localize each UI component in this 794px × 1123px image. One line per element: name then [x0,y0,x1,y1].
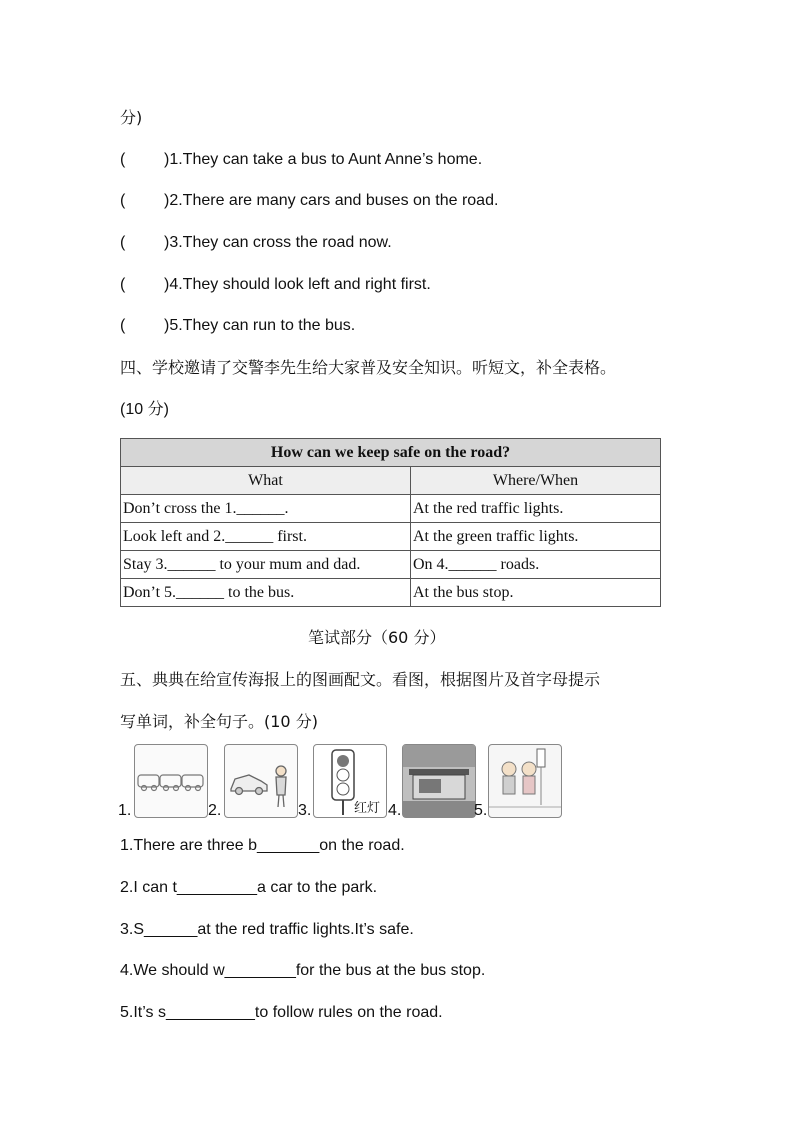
table-row [121,579,661,607]
column-header-what: What [121,467,411,495]
picture-number: 2. [208,802,222,819]
true-false-item: ( )3.They can cross the road now. [120,234,392,251]
answer-paren[interactable]: ( [120,151,126,168]
children-crossing-picture [488,744,562,818]
answer-paren[interactable]: ( [120,317,126,334]
answer-paren[interactable]: ( [120,192,126,209]
picture-row [118,744,578,820]
picture-number: 1. [118,802,132,819]
table-row [121,523,661,551]
picture-number: 5. [474,802,488,819]
answer-paren[interactable]: ( [120,276,126,293]
true-false-item: ( )1.They can take a bus to Aunt Anne’s home. [120,151,483,168]
statement-text: 4.They should look left and right first. [169,276,431,293]
true-false-item: ( )2.There are many cars and buses on the road. [120,192,499,209]
table-title: How can we keep safe on the road? [121,439,661,467]
bus-stop-picture [402,744,476,818]
section-5-heading: 五、典典在给宣传海报上的图画配文。看图，根据图片及首字母提示 [120,670,601,689]
table-cell-where: At the green traffic lights. [411,523,661,551]
section-5-heading-cont: 写单词，补全句子。(10 分) [120,712,318,731]
column-header-where: Where/When [411,467,661,495]
written-part-title: 笔试部分（60 分） [308,628,446,647]
car-picture [224,744,298,818]
sentence-item: 4.We should w________for the bus at the bus stop. [120,962,486,979]
statement-text: 1.They can take a bus to Aunt Anne’s home. [169,151,483,168]
true-false-item: ( )5.They can run to the bus. [120,317,356,334]
question-points-fragment: 分) [120,108,143,127]
true-false-item: ( )4.They should look left and right first. [120,276,431,293]
table-cell-what: Don’t cross the 1.______. [121,495,411,523]
table-cell-where: On 4.______ roads. [411,551,661,579]
picture-number: 4. [388,802,402,819]
answer-paren[interactable]: ( [120,234,126,251]
sentence-item: 1.There are three b_______on the road. [120,837,405,854]
statement-text: 2.There are many cars and buses on the road. [169,192,499,209]
table-cell-what: Look left and 2.______ first. [121,523,411,551]
statement-text: 5.They can run to the bus. [169,317,356,334]
table-cell-where: At the bus stop. [411,579,661,607]
section-4-heading: 四、学校邀请了交警李先生给大家普及安全知识。听短文，补全表格。 [120,358,617,377]
sentence-item: 3.S______at the red traffic lights.It’s safe. [120,921,414,938]
sentence-item: 5.It’s s__________to follow rules on the road. [120,1004,443,1021]
safety-table [120,438,661,607]
red-light-label: 红灯 [354,801,381,816]
table-cell-what: Stay 3.______ to your mum and dad. [121,551,411,579]
buses-picture [134,744,208,818]
sentence-item: 2.I can t_________a car to the park. [120,879,378,896]
table-cell-what: Don’t 5.______ to the bus. [121,579,411,607]
traffic-light-picture [313,744,387,818]
statement-text: 3.They can cross the road now. [169,234,392,251]
table-cell-where: At the red traffic lights. [411,495,661,523]
section-4-points: (10 分) [120,401,169,418]
table-row [121,495,661,523]
picture-number: 3. [298,802,312,819]
table-row [121,551,661,579]
